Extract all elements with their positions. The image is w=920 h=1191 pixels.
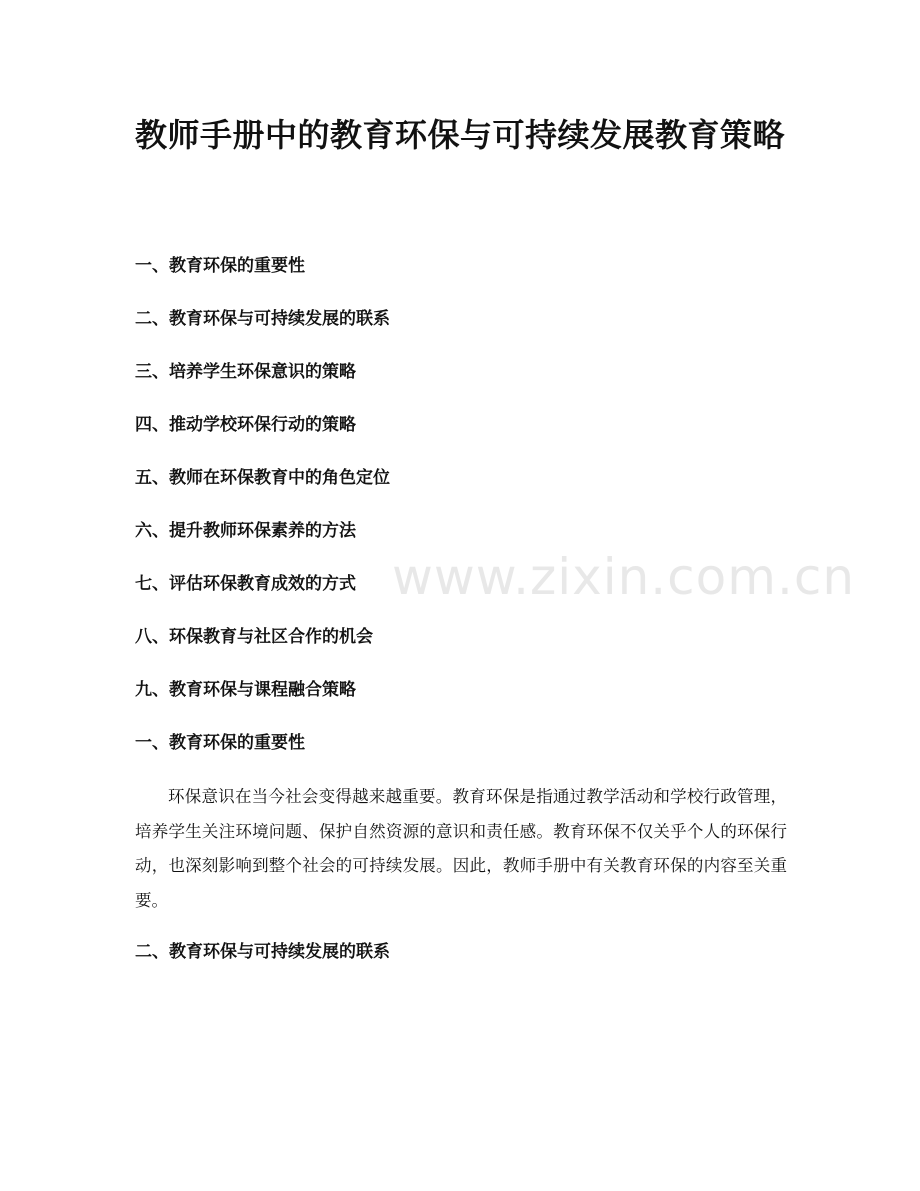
toc-item-8: 八、环保教育与社区合作的机会 bbox=[135, 627, 373, 647]
document-title: 教师手册中的教育环保与可持续发展教育策略 bbox=[134, 116, 785, 154]
toc-item-6: 六、提升教师环保素养的方法 bbox=[135, 521, 356, 541]
toc-item-4: 四、推动学校环保行动的策略 bbox=[135, 415, 356, 435]
toc-item-5: 五、教师在环保教育中的角色定位 bbox=[135, 468, 390, 488]
watermark: www.zixin.com.cn bbox=[392, 548, 856, 606]
toc-item-9: 九、教育环保与课程融合策略 bbox=[135, 680, 356, 700]
toc-item-1: 一、教育环保的重要性 bbox=[135, 256, 305, 276]
toc-item-7: 七、评估环保教育成效的方式 bbox=[135, 574, 356, 594]
table-of-contents bbox=[135, 249, 390, 726]
section-paragraph-1: 环保意识在当今社会变得越来越重要。教育环保是指通过教学活动和学校行政管理，培养学生关注环境问题、保护自然资源的意识和责任感。教育环保不仅关乎个人的环保行动，也深刻影响到整个社会的可持续发展。因此，教师手册中有关教育环保的内容至关重要。 bbox=[135, 787, 787, 910]
section-heading-2: 二、教育环保与可持续发展的联系 bbox=[135, 942, 390, 962]
section-heading-1: 一、教育环保的重要性 bbox=[135, 733, 305, 753]
toc-item-2: 二、教育环保与可持续发展的联系 bbox=[135, 309, 390, 329]
toc-item-3: 三、培养学生环保意识的策略 bbox=[135, 362, 356, 382]
